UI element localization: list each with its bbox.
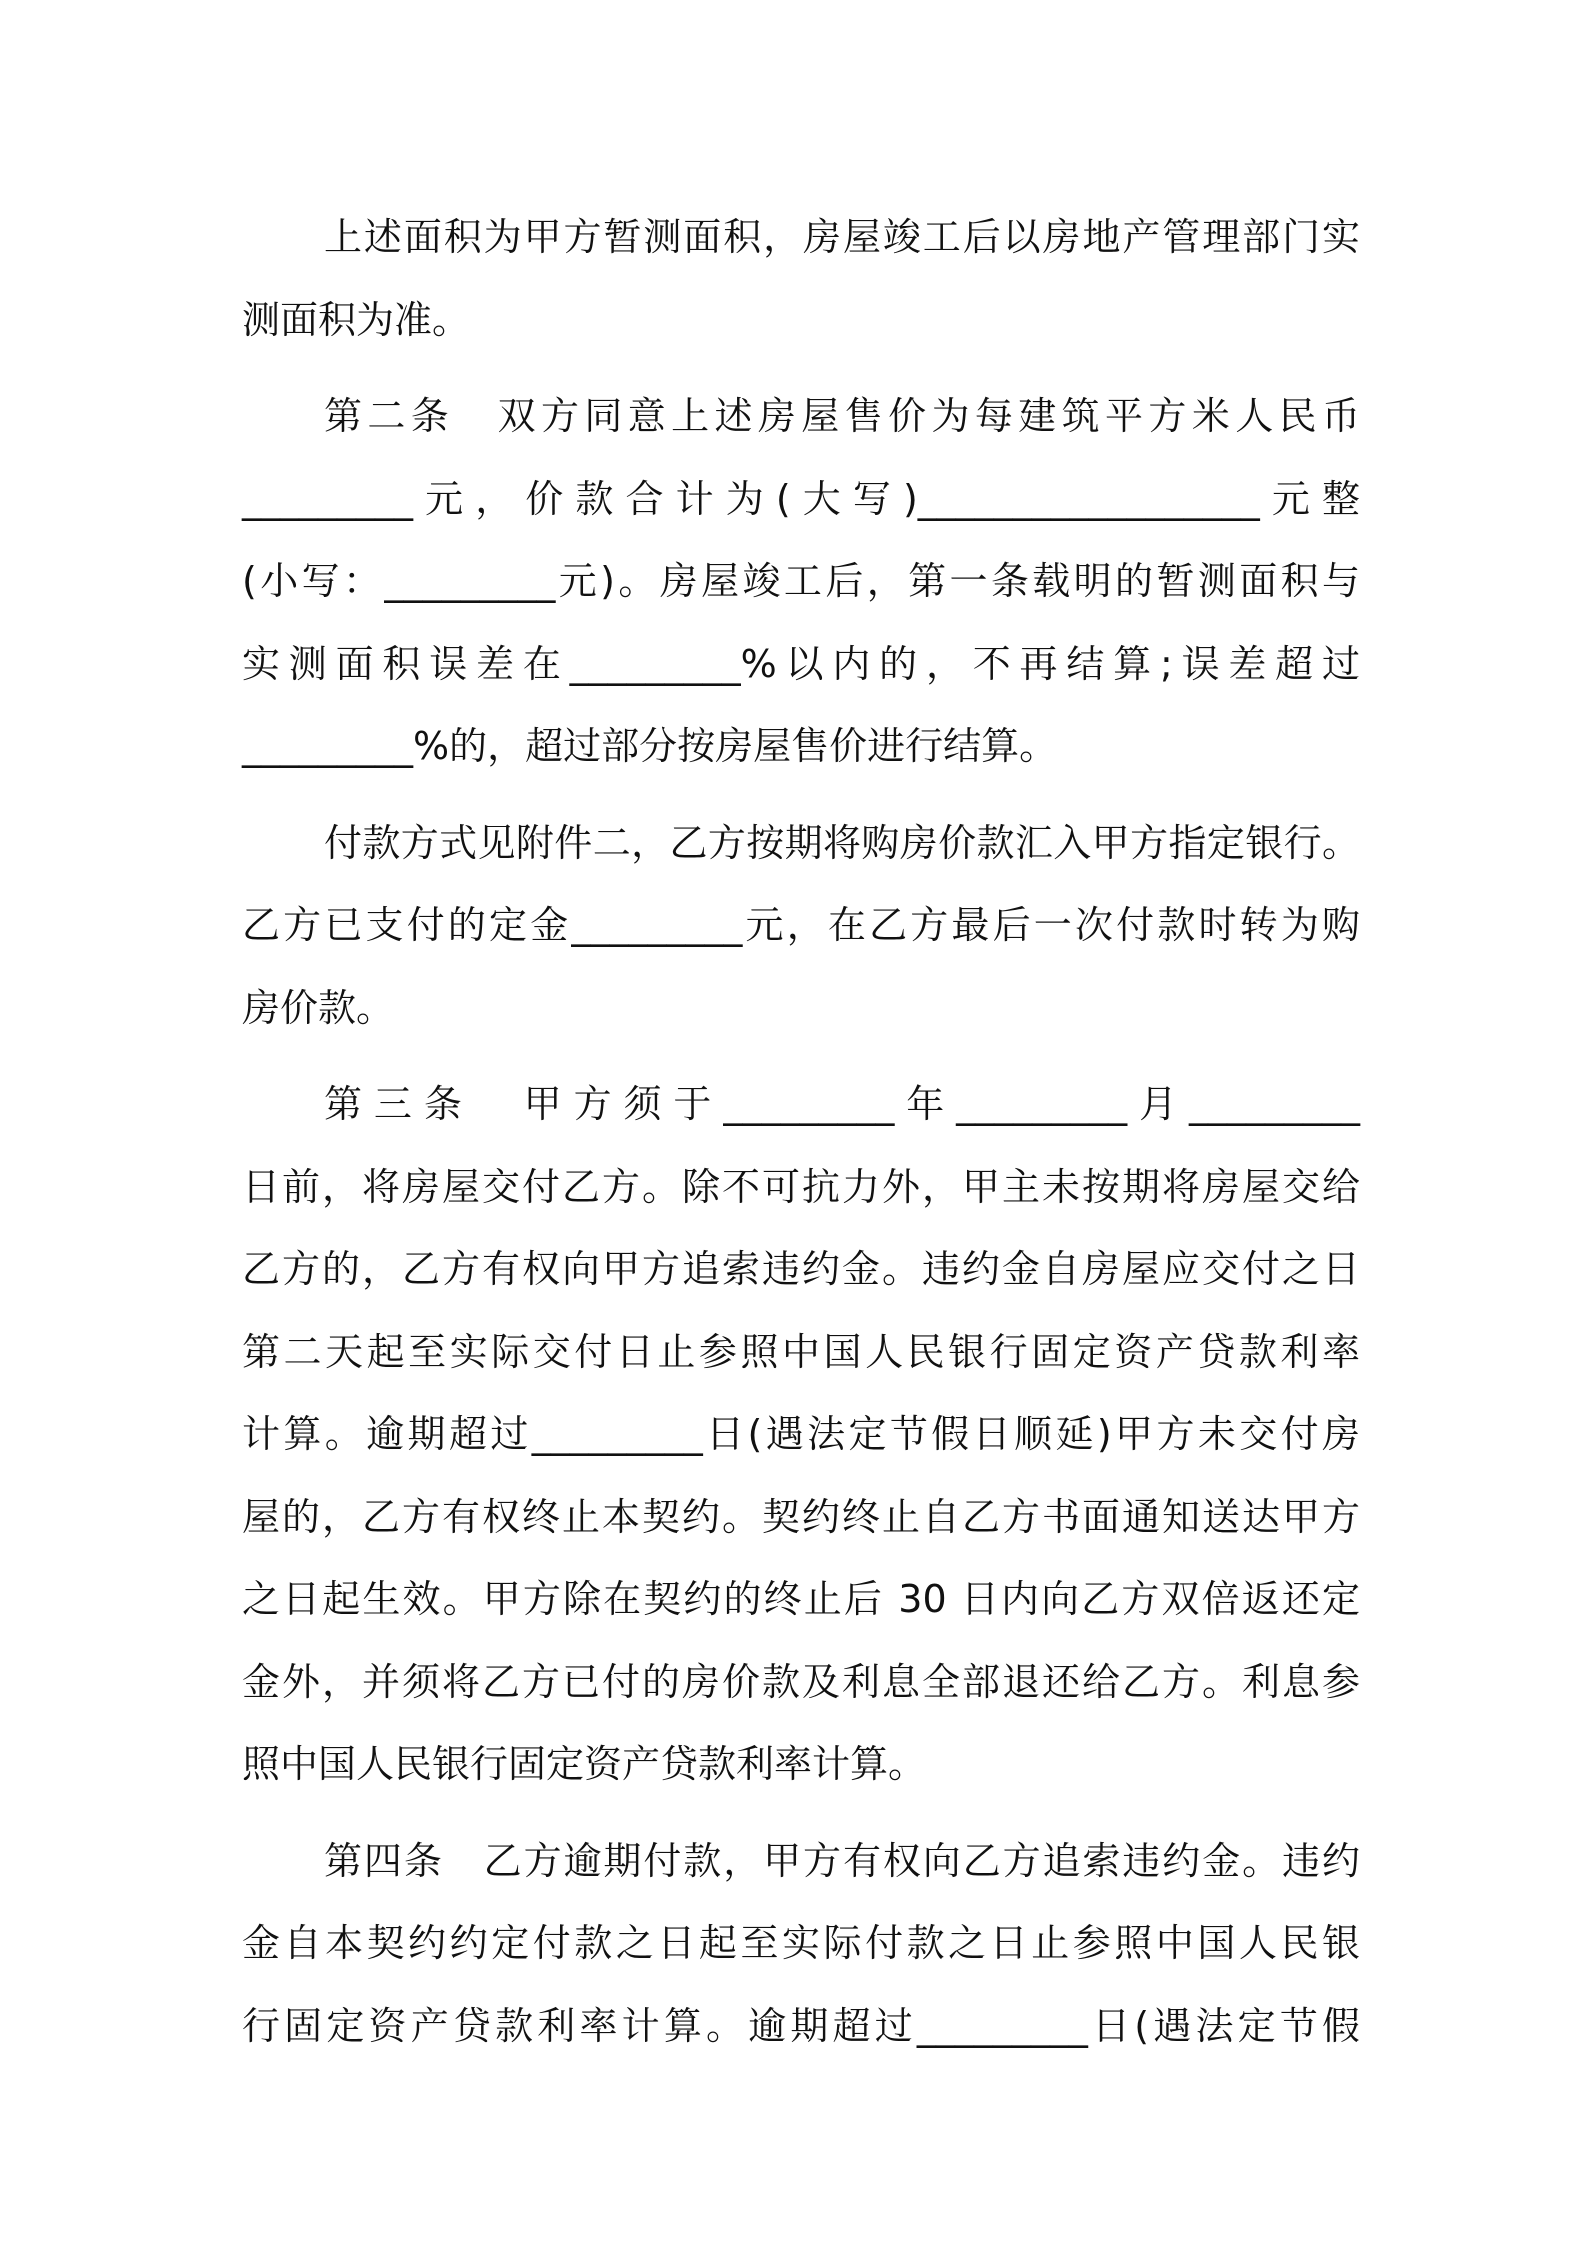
text-line: 测面积为准。 bbox=[242, 297, 471, 342]
document-body bbox=[242, 196, 1360, 2081]
text-line: 第四条 乙方逾期付款，甲方有权向乙方追索违约金。违约 bbox=[324, 1838, 1360, 1883]
text-line: 照中国人民银行固定资产贷款利率计算。 bbox=[242, 1742, 927, 1786]
text-line: (小写：_________元)。房屋竣工后，第一条载明的暂测面积与 bbox=[242, 559, 1360, 603]
text-line: _________元，价款合计为(大写)__________________元整 bbox=[242, 476, 1360, 521]
text-line: 第二条 双方同意上述房屋售价为每建筑平方米人民币 bbox=[324, 394, 1360, 438]
paragraph-article-3 bbox=[242, 1063, 1360, 1806]
text-line: 乙方已支付的定金_________元，在乙方最后一次付款时转为购 bbox=[242, 903, 1360, 947]
text-line: 屋的，乙方有权终止本契约。契约终止自乙方书面通知送达甲方 bbox=[242, 1494, 1360, 1539]
text-line: 乙方的，乙方有权向甲方追索违约金。违约金自房屋应交付之日 bbox=[242, 1247, 1360, 1291]
text-line: 实测面积误差在_________%以内的，不再结算;误差超过 bbox=[242, 641, 1360, 686]
text-line: 上述面积为甲方暂测面积，房屋竣工后以房地产管理部门实 bbox=[324, 215, 1360, 259]
paragraph-article-4 bbox=[242, 1820, 1360, 2068]
text-line: 金自本契约约定付款之日起至实际付款之日止参照中国人民银 bbox=[242, 1921, 1360, 1965]
text-line: 第三条 甲方须于_________年_________月_________ bbox=[324, 1082, 1360, 1126]
text-line: 金外，并须将乙方已付的房价款及利息全部退还给乙方。利息参 bbox=[242, 1659, 1360, 1704]
paragraph-article-2 bbox=[242, 375, 1360, 788]
text-line: 之日起生效。甲方除在契约的终止后 30 日内向乙方双倍返还定 bbox=[242, 1577, 1360, 1621]
text-line: 付款方式见附件二，乙方按期将购房价款汇入甲方指定银行。 bbox=[324, 820, 1360, 865]
text-line: 行固定资产贷款利率计算。逾期超过_________日(遇法定节假 bbox=[242, 2003, 1360, 2048]
paragraph-payment bbox=[242, 802, 1360, 1050]
text-line: 日前，将房屋交付乙方。除不可抗力外，甲主未按期将房屋交给 bbox=[242, 1164, 1360, 1209]
text-line: 第二天起至实际交付日止参照中国人民银行固定资产贷款利率 bbox=[242, 1329, 1360, 1374]
text-line: 房价款。 bbox=[242, 985, 395, 1030]
text-line: 计算。逾期超过_________日(遇法定节假日顺延)甲方未交付房 bbox=[242, 1412, 1360, 1456]
text-line: _________%的，超过部分按房屋售价进行结算。 bbox=[242, 724, 1058, 768]
paragraph-area-note bbox=[242, 196, 1360, 361]
